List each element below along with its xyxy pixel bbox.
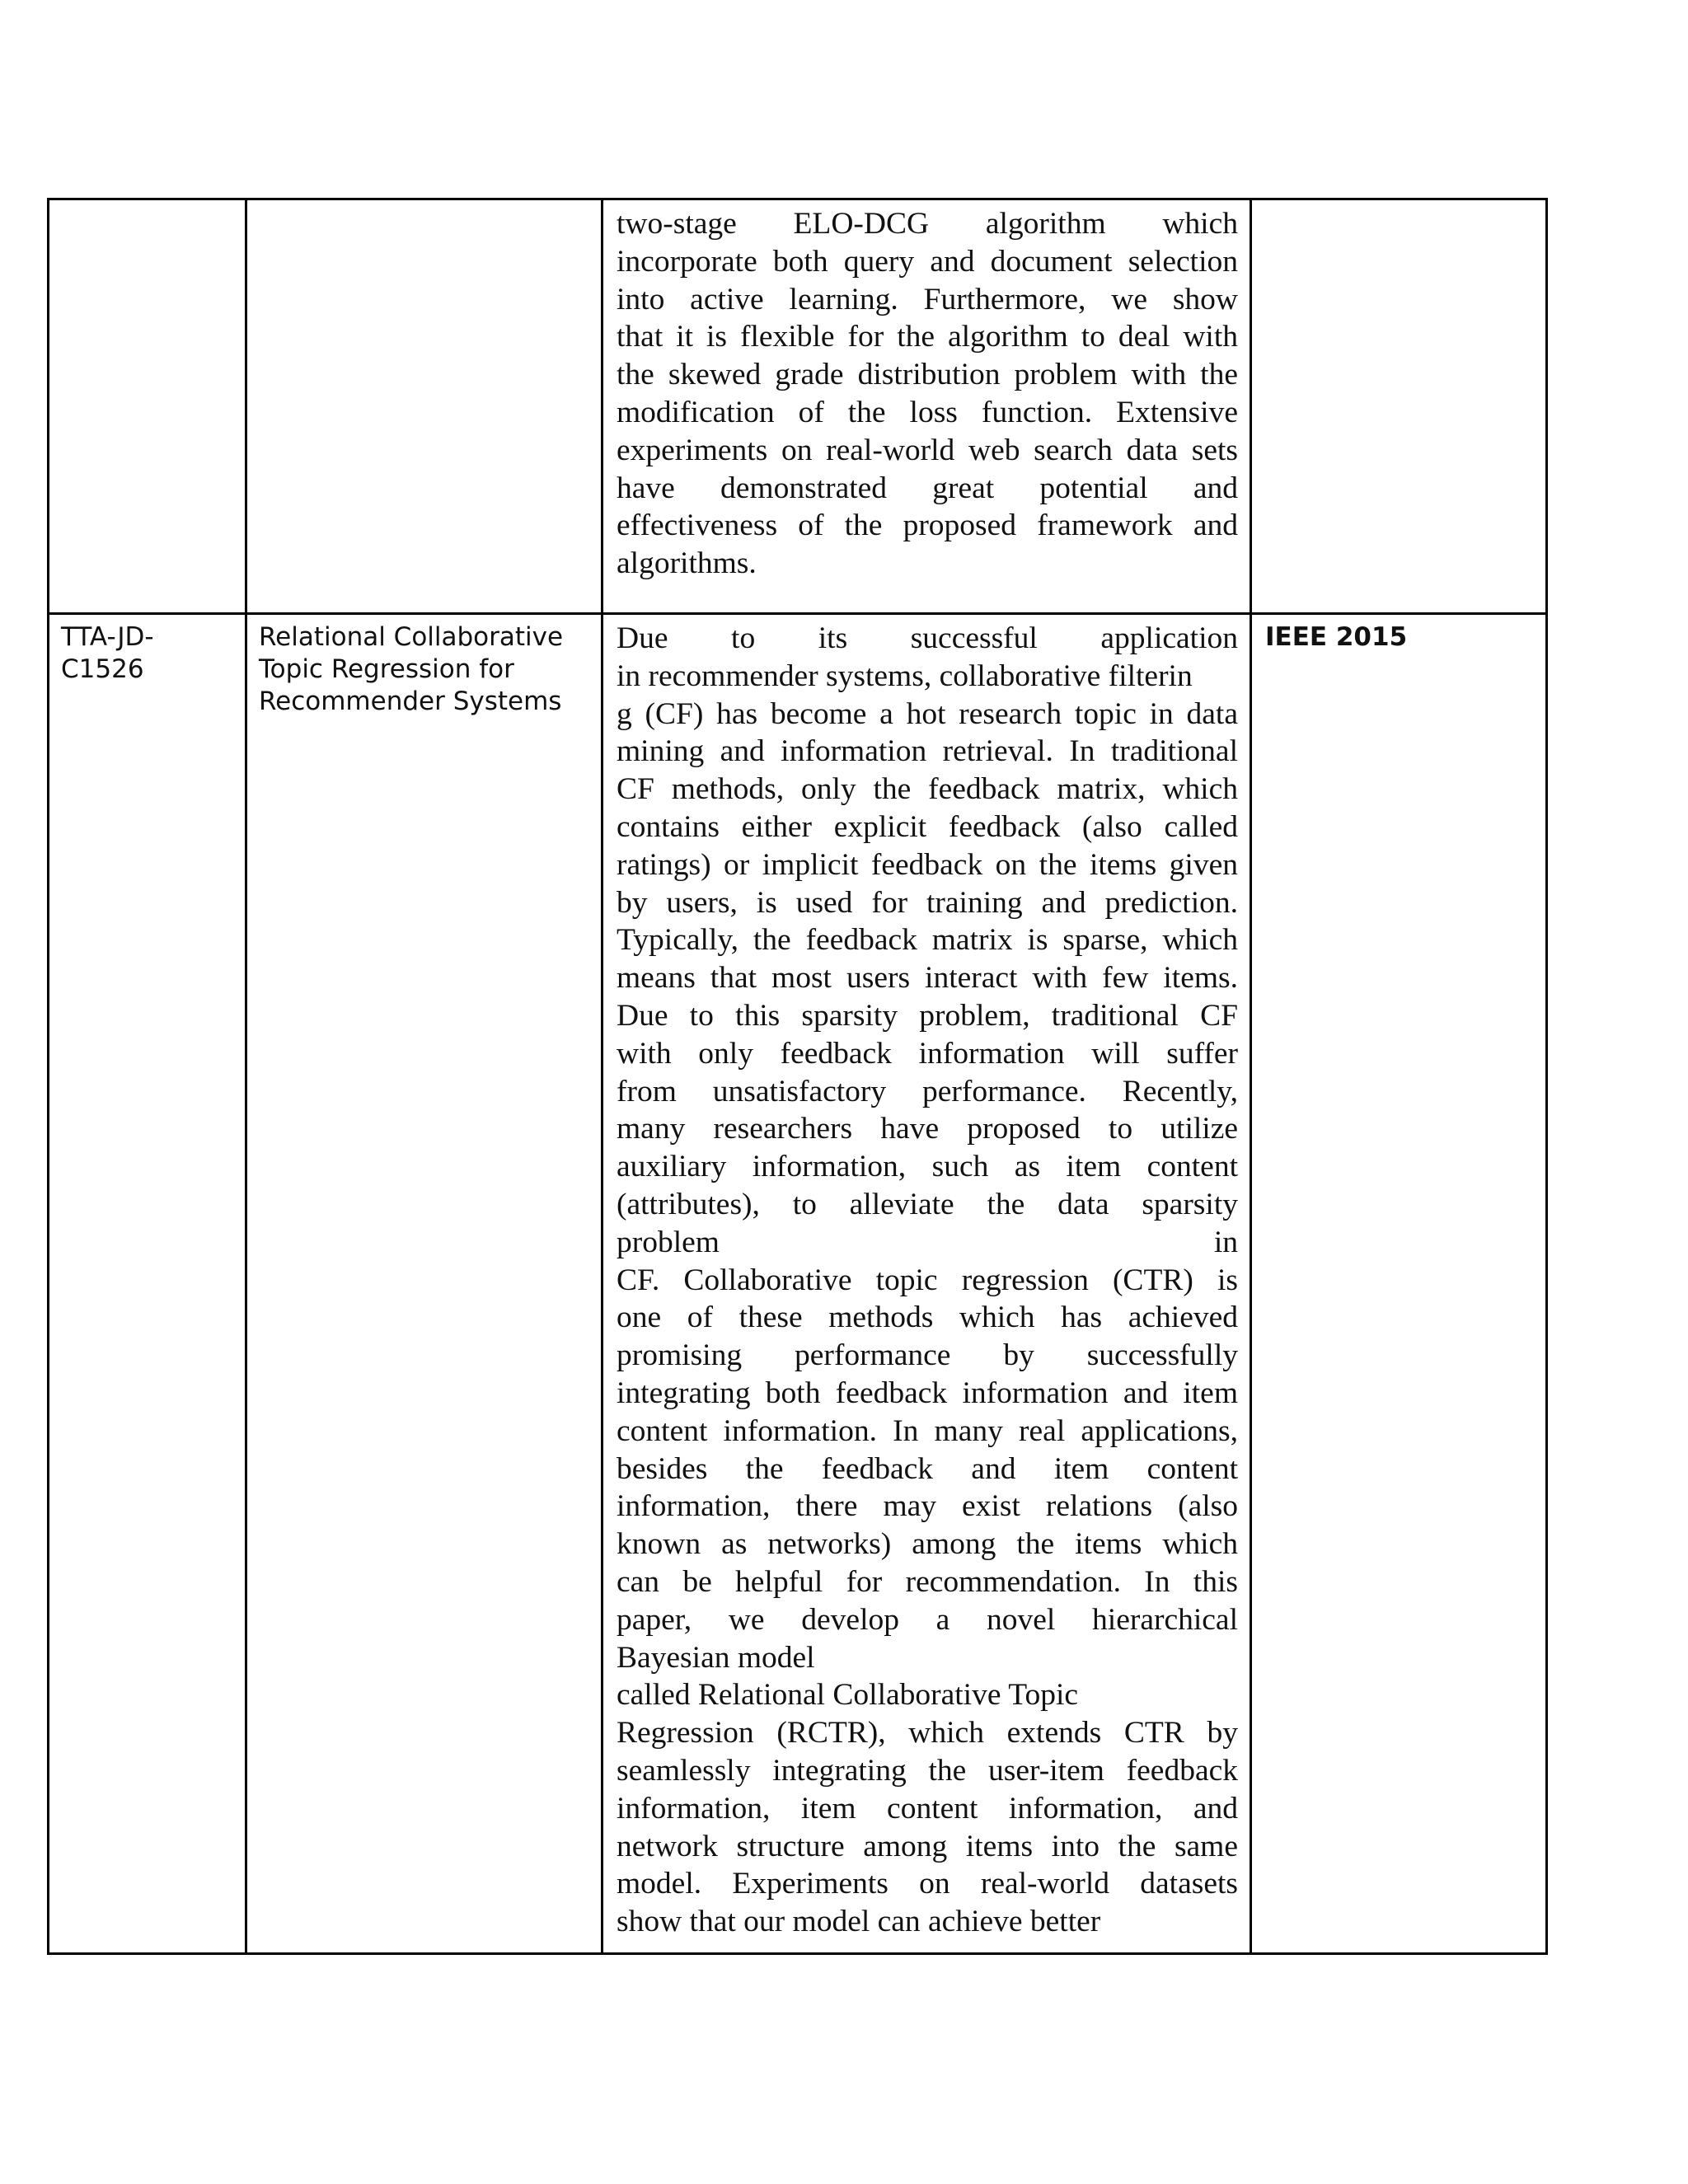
- abstract-line: mining and information retrieval. In traditional: [617, 734, 1238, 769]
- abstract-line: means that most users interact with few items.: [617, 961, 1238, 996]
- abstract-line: (attributes), to alleviate the data sparsity: [617, 1187, 1238, 1221]
- abstract-line: one of these methods which has achieved: [617, 1301, 1238, 1335]
- abstract-line: with only feedback information will suffer: [617, 1036, 1238, 1071]
- abstract-line: model. Experiments on real-world datasets: [617, 1867, 1238, 1901]
- abstract-line: called Relational Collaborative Topic: [617, 1678, 1079, 1713]
- project-id: [49, 200, 245, 207]
- title-cell: [246, 614, 603, 1954]
- abstract-text: [603, 615, 1250, 1952]
- id-cell: [49, 614, 246, 1954]
- abstract-line: the skewed grade distribution problem with the: [617, 358, 1238, 392]
- abstract-line: contains either explicit feedback (also called: [617, 809, 1238, 844]
- abstract-line: known as networks) among the items which: [617, 1527, 1238, 1562]
- abstract-line: effectiveness of the proposed framework and: [617, 509, 1238, 543]
- abstract-line: auxiliary information, such as item content: [617, 1150, 1238, 1184]
- abstract-line: CF methods, only the feedback matrix, which: [617, 772, 1238, 807]
- publication-year: [1252, 200, 1545, 207]
- abstract-line: seamlessly integrating the user-item feedback: [617, 1753, 1238, 1788]
- publication-year: IEEE 2015: [1265, 622, 1408, 652]
- abstract-line: g (CF) has become a hot research topic in data: [617, 696, 1238, 731]
- abstract-line: that it is flexible for the algorithm to deal with: [617, 320, 1238, 354]
- abstract-text: [603, 200, 1250, 594]
- abstract-line: into active learning. Furthermore, we show: [617, 282, 1238, 316]
- title-cell: [246, 199, 603, 614]
- table-row: [49, 199, 1547, 614]
- abstract-line: CF. Collaborative topic regression (CTR) is: [617, 1263, 1238, 1297]
- abstract-line: paper, we develop a novel hierarchical: [617, 1602, 1238, 1637]
- abstract-line: from unsatisfactory performance. Recently,: [617, 1074, 1238, 1108]
- abstract-line: can be helpful for recommendation. In this: [617, 1564, 1238, 1599]
- abstract-line: ratings) or implicit feedback on the items given: [617, 847, 1238, 882]
- abstract-line: promising performance by successfully: [617, 1338, 1238, 1373]
- abstract-line: many researchers have proposed to utilize: [617, 1112, 1238, 1146]
- project-table: [47, 198, 1548, 1955]
- abstract-line: content information. In many real applications,: [617, 1413, 1238, 1448]
- abstract-line: Typically, the feedback matrix is sparse, which: [617, 923, 1238, 958]
- abstract-line: two-stage ELO-DCG algorithm which: [617, 207, 1238, 241]
- abstract-line: incorporate both query and document selection: [617, 244, 1238, 279]
- abstract-line: besides the feedback and item content: [617, 1451, 1238, 1486]
- abstract-line: Due to its successful application: [617, 621, 1238, 655]
- abstract-line: by users, is used for training and prediction.: [617, 885, 1238, 920]
- year-cell: [1251, 199, 1547, 614]
- project-title: Relational Collaborative Topic Regression for Recommender Systems: [259, 622, 564, 716]
- abstract-line: Regression (RCTR), which extends CTR by: [617, 1716, 1238, 1750]
- abstract-cell: [603, 614, 1251, 1954]
- project-id: TTA-JD-C1526: [61, 622, 154, 684]
- abstract-line: network structure among items into the same: [617, 1829, 1238, 1863]
- abstract-line: information, item content information, and: [617, 1791, 1238, 1825]
- abstract-line: problem in: [617, 1225, 1238, 1259]
- project-title: [247, 200, 601, 207]
- abstract-line: Bayesian model: [617, 1640, 815, 1675]
- abstract-line: show that our model can achieve better: [617, 1905, 1101, 1939]
- abstract-line: experiments on real-world web search data sets: [617, 433, 1238, 467]
- abstract-line: modification of the loss function. Extensive: [617, 395, 1238, 429]
- abstract-line: integrating both feedback information and item: [617, 1376, 1238, 1410]
- abstract-cell: [603, 199, 1251, 614]
- abstract-line: Due to this sparsity problem, traditional CF: [617, 998, 1238, 1033]
- abstract-line: in recommender systems, collaborative filterin: [617, 658, 1193, 693]
- abstract-line: algorithms.: [617, 546, 757, 581]
- abstract-line: have demonstrated great potential and: [617, 471, 1238, 505]
- year-cell: [1251, 614, 1547, 1954]
- abstract-line: information, there may exist relations (also: [617, 1489, 1238, 1524]
- id-cell: [49, 199, 246, 614]
- table-row: [49, 614, 1547, 1954]
